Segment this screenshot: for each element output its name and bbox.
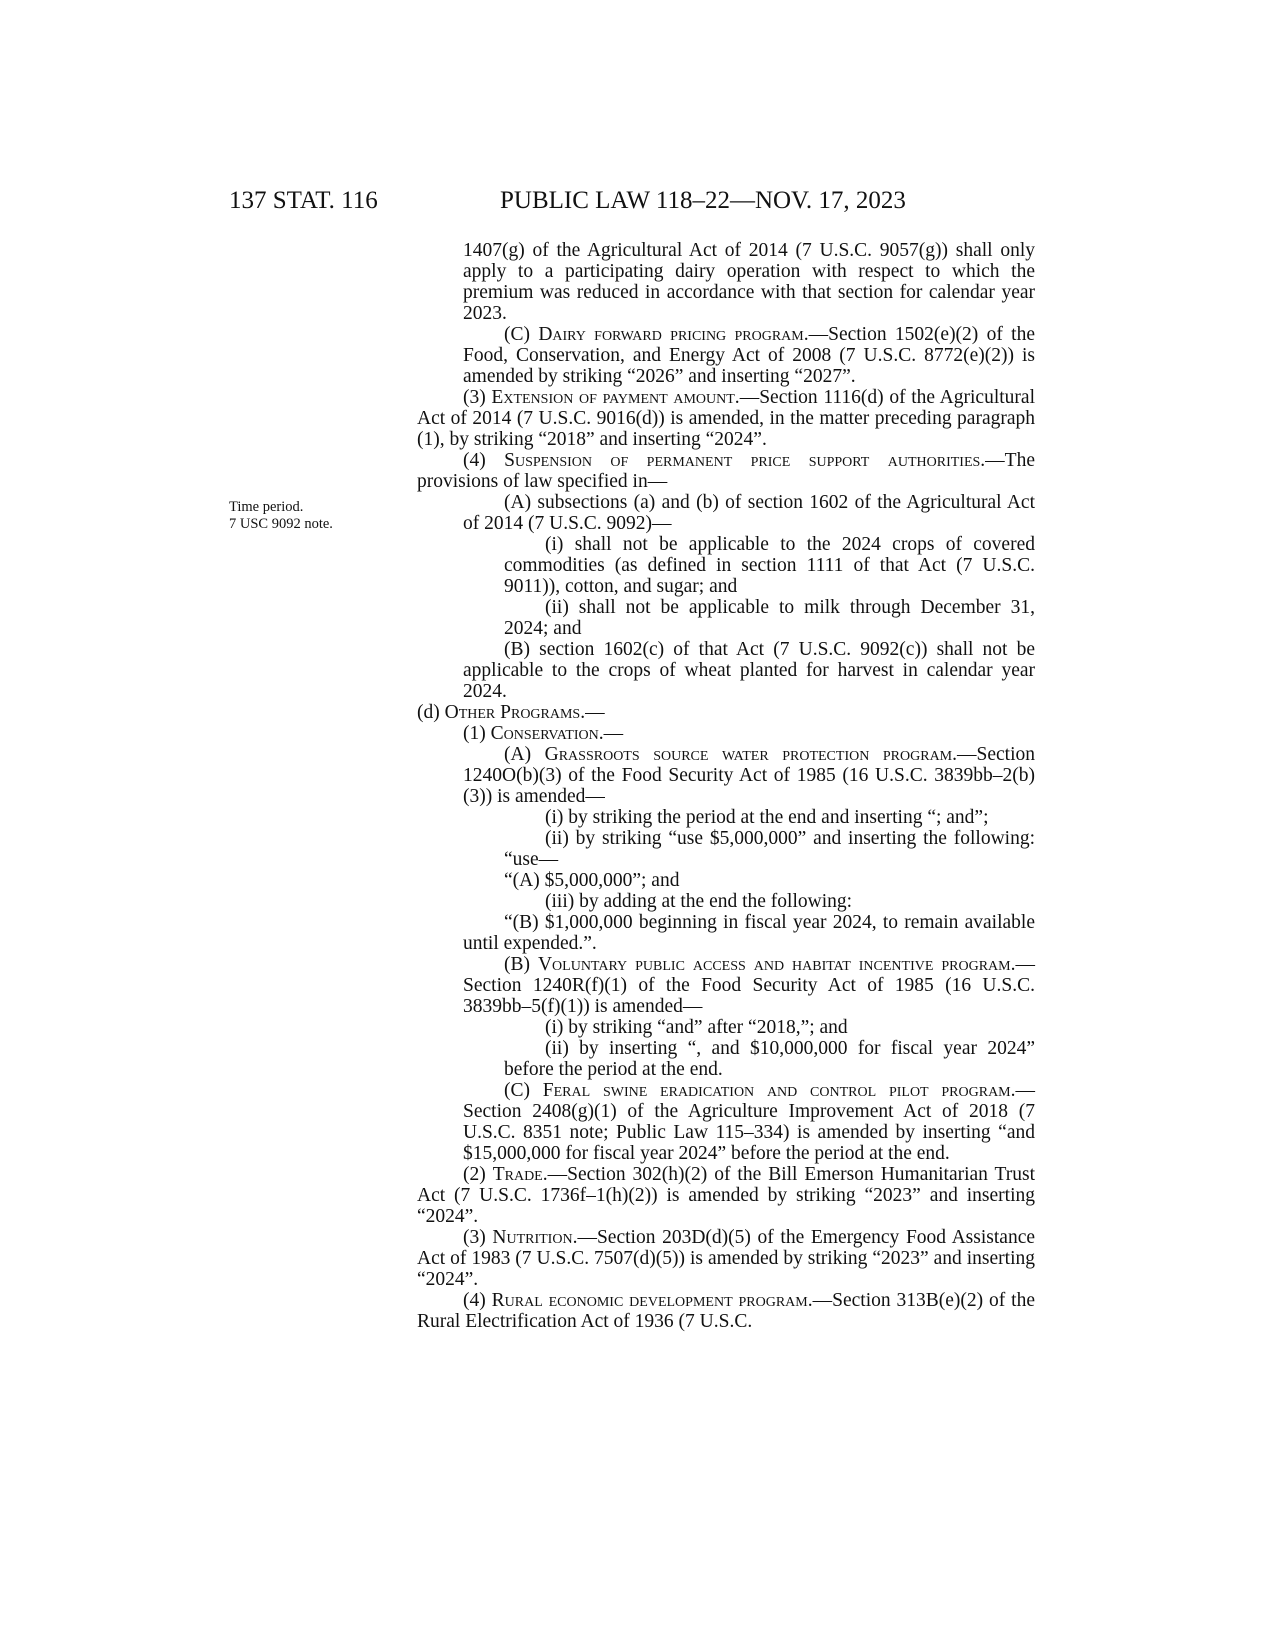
paragraph (417, 1164, 1035, 1227)
paragraph-text: —Section 203D(d)(5) of the Emergency Food Assistance Act of 1983 (7 U.S.C. 7507(d)(5)) is amended by striking “2023” and inserting “2024”. (417, 1227, 1036, 1290)
paragraph-text: — (585, 702, 605, 723)
paragraph-text: —Section 302(h)(2) of the Bill Emerson Humanitarian Trust Act (7 U.S.C. 1736f–1(h)(2)) is amended by striking “2023” and inserting “2024”. (417, 1164, 1035, 1227)
paragraph-text: —Section 1240R(f)(1) of the Food Security Act of 1985 (16 U.S.C. 3839bb–5(f)(1)) is amended— (463, 954, 1035, 1017)
paragraph (417, 870, 1035, 891)
paragraph (417, 387, 1035, 450)
paragraph (417, 1080, 1035, 1164)
paragraph-text: (d) (417, 702, 445, 723)
paragraph (417, 534, 1035, 597)
paragraph-heading: Nutrition. (492, 1227, 578, 1248)
paragraph-text: — (603, 723, 624, 744)
paragraph (417, 807, 1035, 828)
paragraph-text: (ii) shall not be applicable to milk through December 31, 2024; and (504, 597, 1035, 639)
paragraph-text: (i) by striking the period at the end and inserting “; and”; (545, 807, 989, 828)
paragraph (417, 639, 1035, 702)
paragraph-text: (A) (504, 744, 545, 765)
paragraph-text: (1) (463, 723, 491, 744)
paragraph (417, 1017, 1035, 1038)
paragraph-text: —Section 1116(d) of the Agricultural Act of 2014 (7 U.S.C. 9016(d)) is amended, in the matter preceding paragraph (1), by striking “2018” and inserting “2024”. (417, 387, 1035, 450)
paragraph-heading: Other Programs. (444, 702, 586, 723)
paragraph-text: —Section 313B(e)(2) of the Rural Electrification Act of 1936 (7 U.S.C. (417, 1290, 1035, 1332)
paragraph (417, 744, 1035, 807)
paragraph-text: (C) (504, 324, 539, 345)
paragraph (417, 912, 1035, 954)
paragraph-text: 1407(g) of the Agricultural Act of 2014 (7 U.S.C. 9057(g)) shall only apply to a participating dairy operation with respect to which the premium was reduced in accordance with that section for calendar year 2023. (463, 240, 1035, 324)
paragraph-heading: Dairy forward pricing program. (538, 324, 809, 345)
paragraph (417, 1227, 1035, 1290)
paragraph-text: —Section 1240O(b)(3) of the Food Security Act of 1985 (16 U.S.C. 3839bb–2(b)(3)) is amended— (463, 744, 1036, 807)
paragraph (417, 492, 1035, 534)
paragraph-text: (2) (463, 1164, 493, 1185)
margin-note-line: Time period. (229, 499, 304, 515)
page-stat-citation: 137 STAT. 116 (229, 187, 378, 214)
paragraph-text: (i) shall not be applicable to the 2024 crops of covered commodities (as defined in section 1111 of that Act (7 U.S.C. 9011)), cotton, and sugar; and (504, 534, 1035, 597)
paragraph-text: —Section 2408(g)(1) of the Agriculture Improvement Act of 2018 (7 U.S.C. 8351 note; Public Law 115–334) is amended by inserting “and $15,000,000 for fiscal year 2024” before the period at the end. (463, 1080, 1035, 1164)
paragraph-heading: Suspension of permanent price support authorities. (504, 450, 986, 471)
paragraph (417, 1290, 1035, 1332)
paragraph (417, 828, 1035, 870)
paragraph-text: (4) (463, 450, 505, 471)
paragraph-heading: Extension of payment amount. (491, 387, 740, 408)
paragraph-text: (3) (463, 387, 492, 408)
paragraph-text: (B) section 1602(c) of that Act (7 U.S.C. 9092(c)) shall not be applicable to the crops of wheat planted for harvest in calendar year 2024. (463, 639, 1035, 702)
paragraph-text: (iii) by adding at the end the following: (545, 891, 853, 912)
running-header: PUBLIC LAW 118–22—NOV. 17, 2023 (500, 187, 906, 214)
paragraph-text: (4) (463, 1290, 492, 1311)
paragraph-heading: Voluntary public access and habitat incentive program. (537, 954, 1016, 975)
paragraph-text: (ii) by striking “use $5,000,000” and inserting the following: “use— (504, 828, 1035, 870)
margin-note (229, 499, 333, 533)
paragraph (417, 1038, 1035, 1080)
paragraph (417, 324, 1035, 387)
paragraph (417, 954, 1035, 1017)
paragraph-text: (C) (504, 1080, 543, 1101)
paragraph-heading: Grassroots source water protection program. (544, 744, 958, 765)
paragraph-text: —Section 1502(e)(2) of the Food, Conservation, and Energy Act of 2008 (7 U.S.C. 8772(e)(2)) is amended by striking “2026” and inserting “2027”. (463, 324, 1035, 387)
paragraph-text: (ii) by inserting “, and $10,000,000 for fiscal year 2024” before the period at the end. (504, 1038, 1035, 1080)
paragraph-text: (3) (463, 1227, 493, 1248)
paragraph-text: “(B) $1,000,000 beginning in fiscal year 2024, to remain available until expended.”. (463, 912, 1035, 954)
paragraph-heading: Rural economic development program. (491, 1290, 813, 1311)
margin-note-line: 7 USC 9092 note. (229, 516, 333, 532)
paragraph-text: (B) (504, 954, 538, 975)
paragraph-text: “(A) $5,000,000”; and (504, 870, 680, 891)
paragraph-heading: Conservation. (490, 723, 604, 744)
paragraph (417, 240, 1035, 324)
paragraph (417, 891, 1035, 912)
paragraph-text: (i) by striking “and” after “2018,”; and (545, 1017, 848, 1038)
paragraph-heading: Trade. (492, 1164, 548, 1185)
paragraph-heading: Feral swine eradication and control pilot program. (542, 1080, 1016, 1101)
paragraph-text: (A) subsections (a) and (b) of section 1602 of the Agricultural Act of 2014 (7 U.S.C. 9092)— (463, 492, 1035, 534)
paragraph (417, 450, 1035, 492)
paragraph (417, 702, 1035, 723)
paragraph (417, 723, 1035, 744)
body-text (417, 240, 1035, 1332)
paragraph (417, 597, 1035, 639)
paragraph-text: —The provisions of law specified in— (417, 450, 1035, 492)
